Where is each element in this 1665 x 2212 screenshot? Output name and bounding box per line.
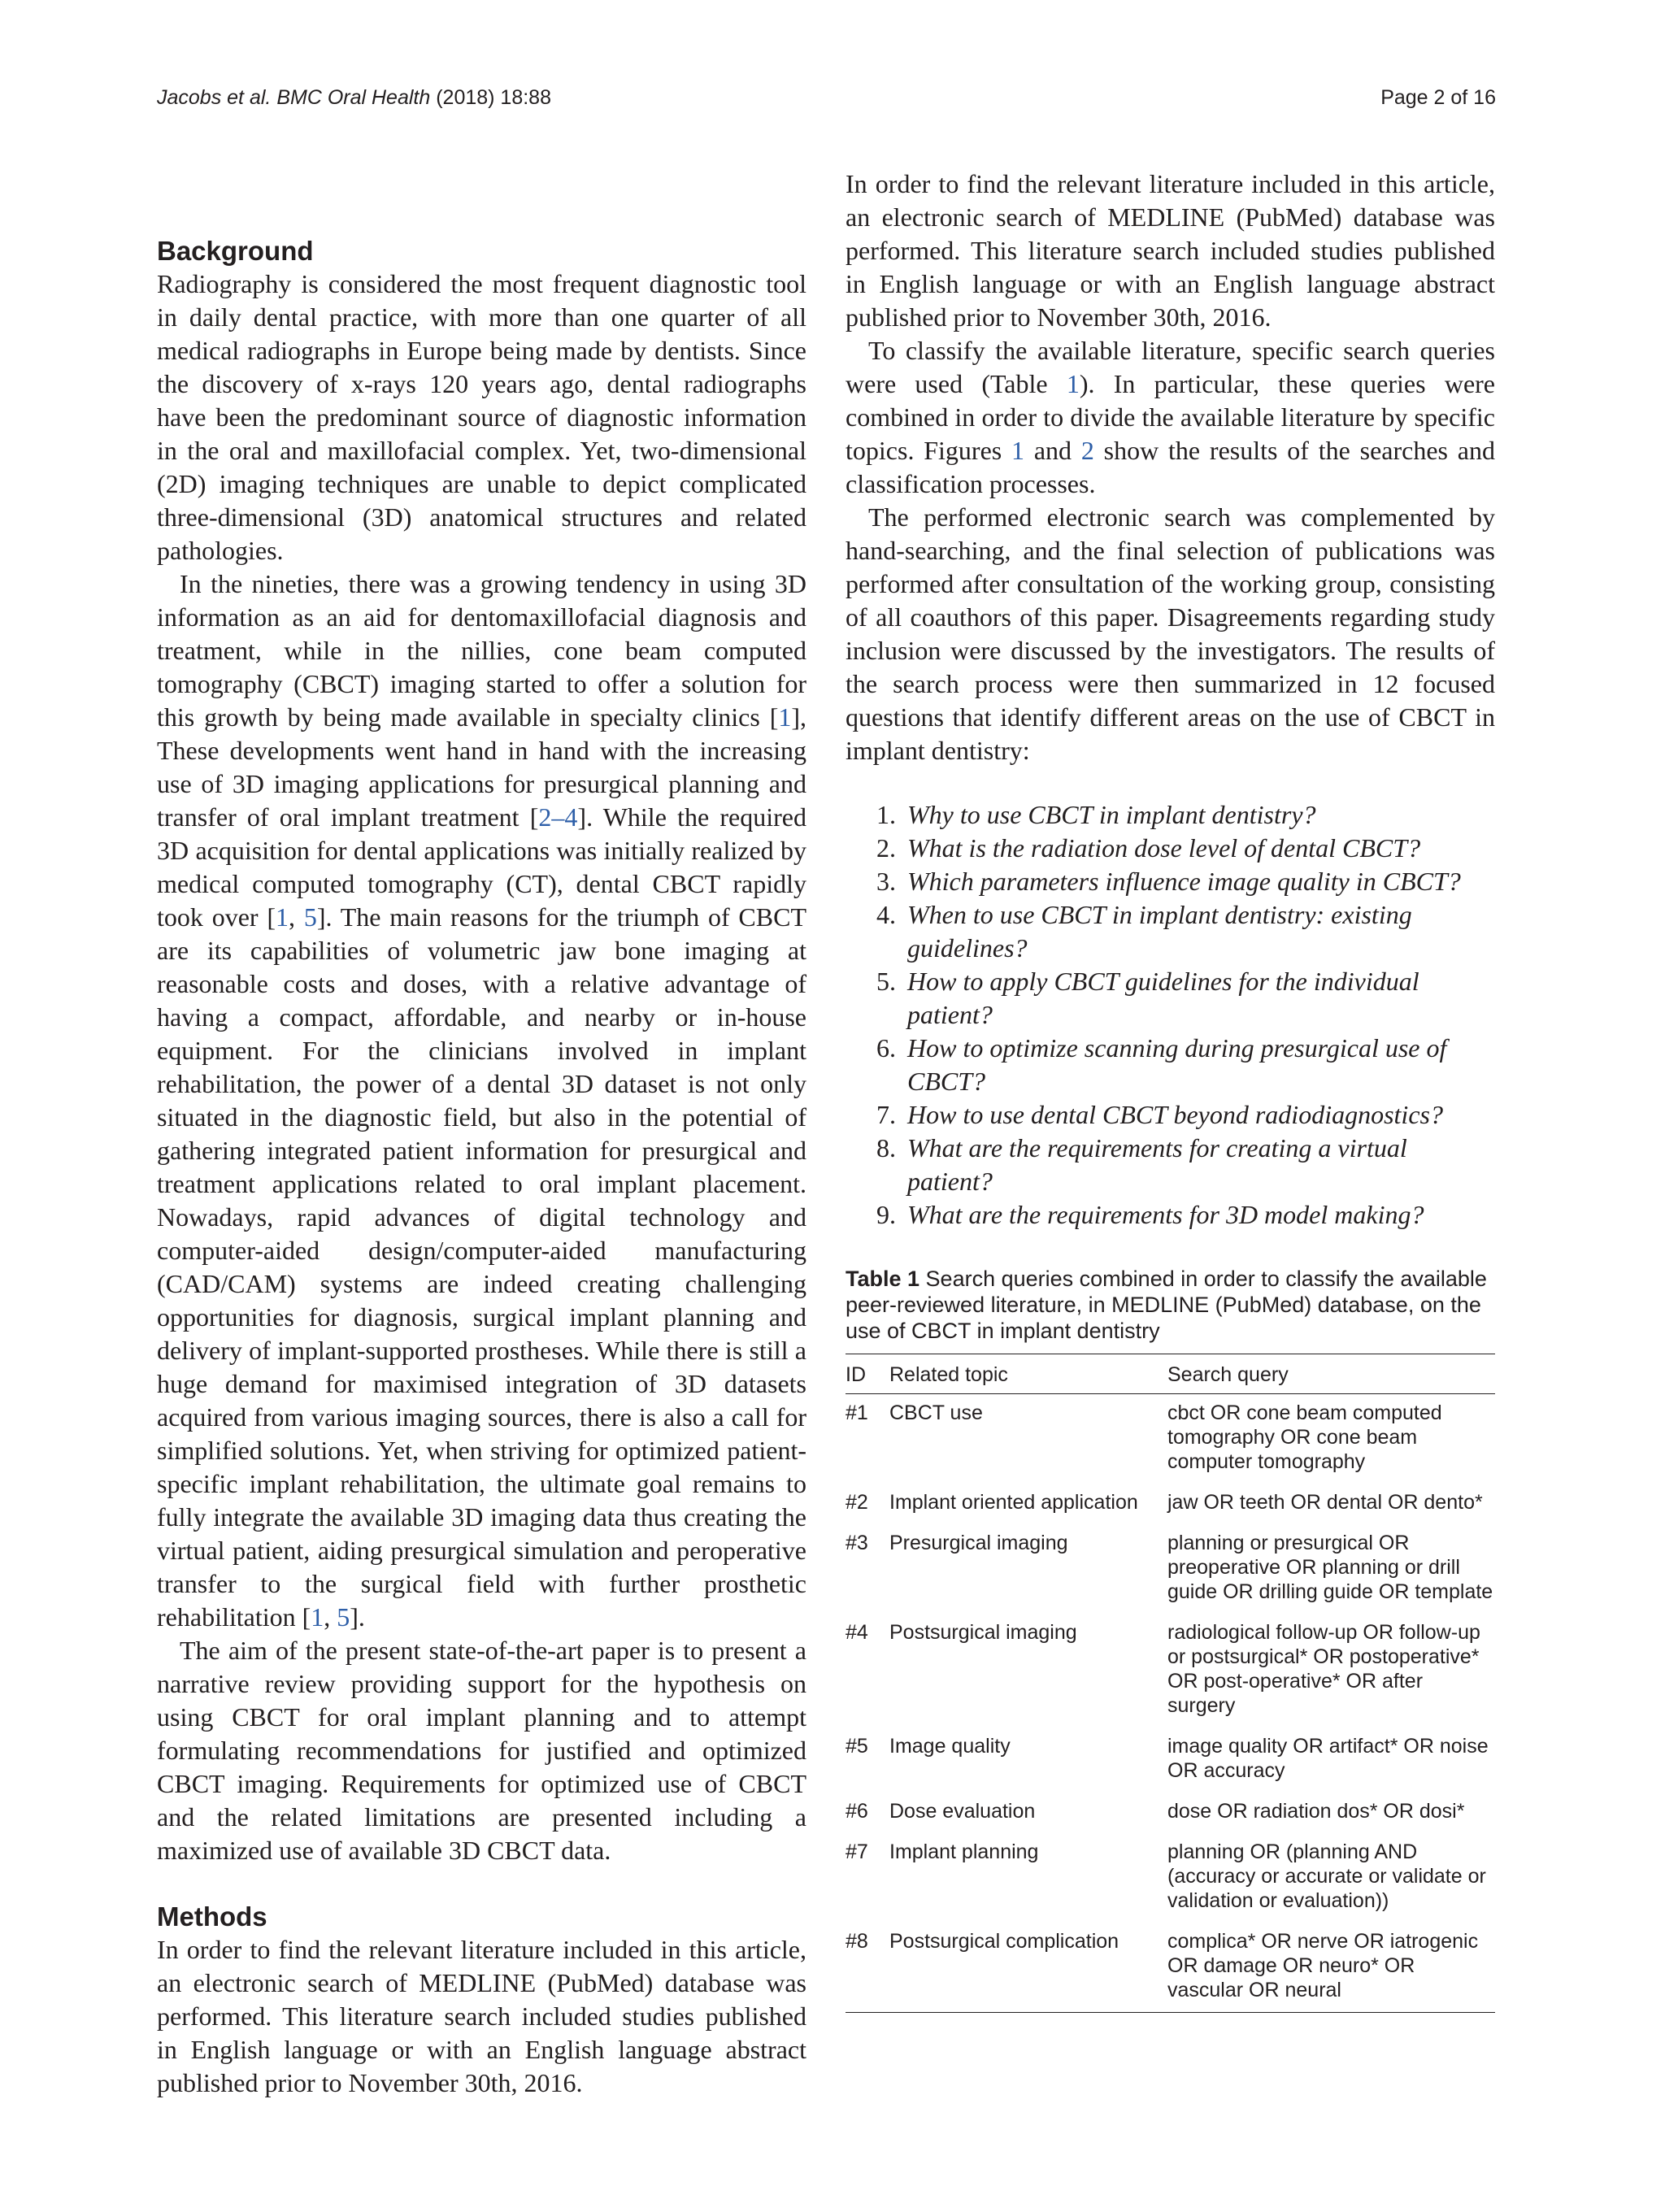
table-row	[846, 1923, 1495, 2013]
row-query: radiological follow-up OR follow-up or postsurgical* OR postoperative* OR post-operative* OR after surgery	[1167, 1621, 1480, 1717]
question-number: 8.	[876, 1133, 896, 1162]
text-run: In the nineties, there was a growing tendency in using 3D information as an aid for dentomaxillofacial diagnosis and treatment, while in the nillies, cone beam computed tomography (CBCT) imaging started to offer a solution for this growth by being made available in specialty clinics [	[157, 569, 806, 732]
row-query: planning OR (planning AND (accuracy or accurate or validate or validation or evaluation))	[1167, 1840, 1486, 1912]
text-run: show the results of the searches and classification processes.	[846, 436, 1496, 498]
figure-link[interactable]: 2	[1080, 436, 1094, 465]
row-topic: Implant oriented application	[889, 1491, 1138, 1514]
column-header-id: ID	[846, 1354, 889, 1394]
list-item	[846, 1198, 1495, 1232]
row-query: image quality OR artifact* OR noise OR accuracy	[1167, 1735, 1489, 1782]
question-number: 2.	[876, 833, 896, 863]
row-query: complica* OR nerve OR iatrogenic OR damage OR neuro* OR vascular OR neural	[1167, 1923, 1495, 2013]
row-id: #8	[846, 1923, 889, 2013]
text-run: ]. While the required 3D acquisition for dental applications was initially realized by medical computed tomography (CT), dental CBCT rapidly took over [	[157, 802, 807, 932]
row-topic: Presurgical imaging	[889, 1532, 1068, 1554]
figure-link[interactable]: 1	[1011, 436, 1025, 465]
row-query: jaw OR teeth OR dental OR dento*	[1167, 1491, 1483, 1514]
question-text: Which parameters influence image quality in CBCT?	[907, 867, 1461, 896]
header-authors: Jacobs et al.	[157, 86, 272, 109]
table-row	[846, 1524, 1495, 1614]
methods-paragraph-3: The performed electronic search was complemented by hand-searching, and the final selection of publications was performed after consultation of the working group, consisting of all coauthors of this paper. Disagreements regarding study inclusion were discussed by the investigators. The results of the search process were then summarized in 12 focused questions that identify different areas on the use of CBCT in implant dentistry:	[846, 502, 1495, 765]
row-topic: Implant planning	[889, 1840, 1039, 1863]
row-query: dose OR radiation dos* OR dosi*	[1167, 1800, 1465, 1823]
text-run: ].	[350, 1602, 365, 1632]
text-run: ,	[289, 902, 304, 932]
table-row	[846, 1614, 1495, 1727]
table-row	[846, 1727, 1495, 1793]
question-text: What are the requirements for 3D model making?	[907, 1200, 1424, 1229]
row-query: cbct OR cone beam computed tomography OR cone beam computer tomography	[1167, 1402, 1442, 1473]
methods-paragraph-1-flow: In order to find the relevant literature included in this article, an electronic search of MEDLINE (PubMed) database was performed. This literature search included studies published in English language or with an English language abstract published prior to November 30th, 2016.	[846, 169, 1495, 332]
row-topic: Dose evaluation	[889, 1800, 1036, 1823]
table-link[interactable]: 1	[1066, 369, 1080, 398]
question-number: 6.	[876, 1033, 896, 1063]
row-topic: Postsurgical complication	[889, 1923, 1167, 2013]
text-run: ). In particular, these queries were combined in order to divide the available literature by specific topics. Figures	[846, 369, 1496, 465]
row-id: #7	[846, 1840, 868, 1863]
header-journal: BMC Oral Health	[276, 86, 431, 109]
citation-link[interactable]: 5	[337, 1602, 350, 1632]
list-item	[846, 798, 1495, 832]
row-id: #1	[846, 1402, 868, 1424]
row-topic: Postsurgical imaging	[889, 1621, 1077, 1644]
list-item	[846, 1132, 1495, 1198]
question-number: 4.	[876, 900, 896, 929]
question-text: Why to use CBCT in implant dentistry?	[907, 800, 1316, 829]
search-queries-table	[846, 1354, 1495, 2013]
question-text: How to apply CBCT guidelines for the individual patient?	[907, 967, 1419, 1029]
list-item	[846, 832, 1495, 865]
table-row	[846, 1793, 1495, 1833]
header-citation: (2018) 18:88	[436, 86, 551, 109]
methods-paragraph-1: In order to find the relevant literature included in this article, an electronic search of MEDLINE (PubMed) database was performed. This literature search included studies published in English language or with an English language abstract published prior to November 30th, 2016.	[157, 1935, 806, 2097]
column-header-topic: Related topic	[889, 1354, 1167, 1394]
table-caption-text: Search queries combined in order to classify the available peer-reviewed literature, in MEDLINE (PubMed) database, on the use of CBCT in implant dentistry	[846, 1267, 1487, 1343]
row-topic: Image quality	[889, 1735, 1011, 1758]
citation-link[interactable]: 2–4	[538, 802, 578, 832]
list-item	[846, 865, 1495, 898]
background-paragraph-2	[157, 567, 806, 1634]
list-item	[846, 898, 1495, 965]
question-number: 3.	[876, 867, 896, 896]
question-number: 9.	[876, 1200, 896, 1229]
running-header-citation	[157, 86, 551, 110]
table-row	[846, 1394, 1495, 1484]
row-id: #5	[846, 1735, 868, 1758]
citation-link[interactable]: 1	[276, 902, 289, 932]
page-number: Page 2 of 16	[1380, 86, 1496, 109]
focused-questions-list	[846, 798, 1495, 1232]
question-text: How to optimize scanning during presurgical use of CBCT?	[907, 1033, 1447, 1096]
table-row	[846, 1833, 1495, 1923]
question-number: 7.	[876, 1100, 896, 1129]
question-text: When to use CBCT in implant dentistry: existing guidelines?	[907, 900, 1412, 963]
table-label: Table 1	[846, 1267, 920, 1291]
row-id: #6	[846, 1800, 868, 1823]
methods-paragraph-2	[846, 334, 1495, 501]
background-paragraph-1: Radiography is considered the most frequent diagnostic tool in daily dental practice, with more than one quarter of all medical radiographs in Europe being made by dentists. Since the discovery of x-rays 120 years ago, dental radiographs have been the predominant source of diagnostic information in the oral and maxillofacial complex. Yet, two-dimensional (2D) imaging techniques are unable to depict complicated three-dimensional (3D) anatomical structures and related pathologies.	[157, 269, 806, 565]
methods-paragraph-1-continued	[846, 169, 1495, 334]
question-text: What are the requirements for creating a virtual patient?	[907, 1133, 1407, 1196]
table-caption	[846, 1266, 1495, 1344]
row-id: #2	[846, 1491, 868, 1514]
question-text: What is the radiation dose level of dental CBCT?	[907, 833, 1421, 863]
row-id: #3	[846, 1532, 868, 1554]
question-text: How to use dental CBCT beyond radiodiagnostics?	[907, 1100, 1443, 1129]
right-column	[846, 169, 1496, 2013]
text-run: To classify the available literature, specific search queries were used (Table	[846, 336, 1495, 398]
left-column	[157, 234, 807, 2097]
table-header-row	[846, 1354, 1495, 1394]
text-run: ,	[324, 1602, 337, 1632]
background-heading: Background	[157, 236, 314, 266]
text-run: and	[1024, 436, 1081, 465]
background-paragraph-3: The aim of the present state-of-the-art paper is to present a narrative review providing support for the hypothesis on using CBCT for oral implant planning and to attempt formulating recommendations for justified and optimized CBCT imaging. Requirements for optimized use of CBCT and the related limitations are presented including a maximized use of available 3D CBCT data.	[157, 1636, 806, 1865]
question-number: 5.	[876, 967, 896, 996]
citation-link[interactable]: 1	[311, 1602, 324, 1632]
text-run: ]. The main reasons for the triumph of CBCT are its capabilities of volumetric jaw bone imaging at reasonable costs and doses, with a relative advantage of having a compact, affordable, and nearby or in-house equipment. For the clinicians involved in implant rehabilitation, the power of a dental 3D dataset is not only situated in the diagnostic field, but also in the potential of gathering integrated patient information for presurgical and treatment applications related to oral implant placement. Nowadays, rapid advances of digital technology and computer-aided design/computer-aided manufacturing (CAD/CAM) systems are indeed creating challenging opportunities for diagnosis, surgical implant planning and delivery of implant-supported prostheses. While there is still a huge demand for maximised integration of 3D datasets acquired from various imaging sources, there is also a call for simplified solutions. Yet, when striving for optimized patient-specific implant rehabilitation, the ultimate goal remains to fully integrate the available 3D imaging data thus creating the virtual patient, aiding presurgical simulation and peroperative transfer to the surgical field with further prosthetic rehabilitation [	[157, 902, 807, 1632]
table-row	[846, 1484, 1495, 1524]
list-item	[846, 1032, 1495, 1098]
list-item	[846, 1098, 1495, 1132]
text-run: ], These developments went hand in hand with the increasing use of 3D imaging applications for presurgical planning and transfer of oral implant treatment [	[157, 702, 806, 832]
column-header-query: Search query	[1167, 1354, 1495, 1394]
question-number: 1.	[876, 800, 896, 829]
list-item	[846, 965, 1495, 1032]
row-topic: CBCT use	[889, 1402, 983, 1424]
citation-link[interactable]: 5	[303, 902, 317, 932]
row-id: #4	[846, 1621, 868, 1644]
methods-heading: Methods	[157, 1901, 267, 1932]
row-query: planning or presurgical OR preoperative OR planning or drill guide OR drilling guide OR template	[1167, 1532, 1493, 1603]
citation-link[interactable]: 1	[778, 702, 792, 732]
